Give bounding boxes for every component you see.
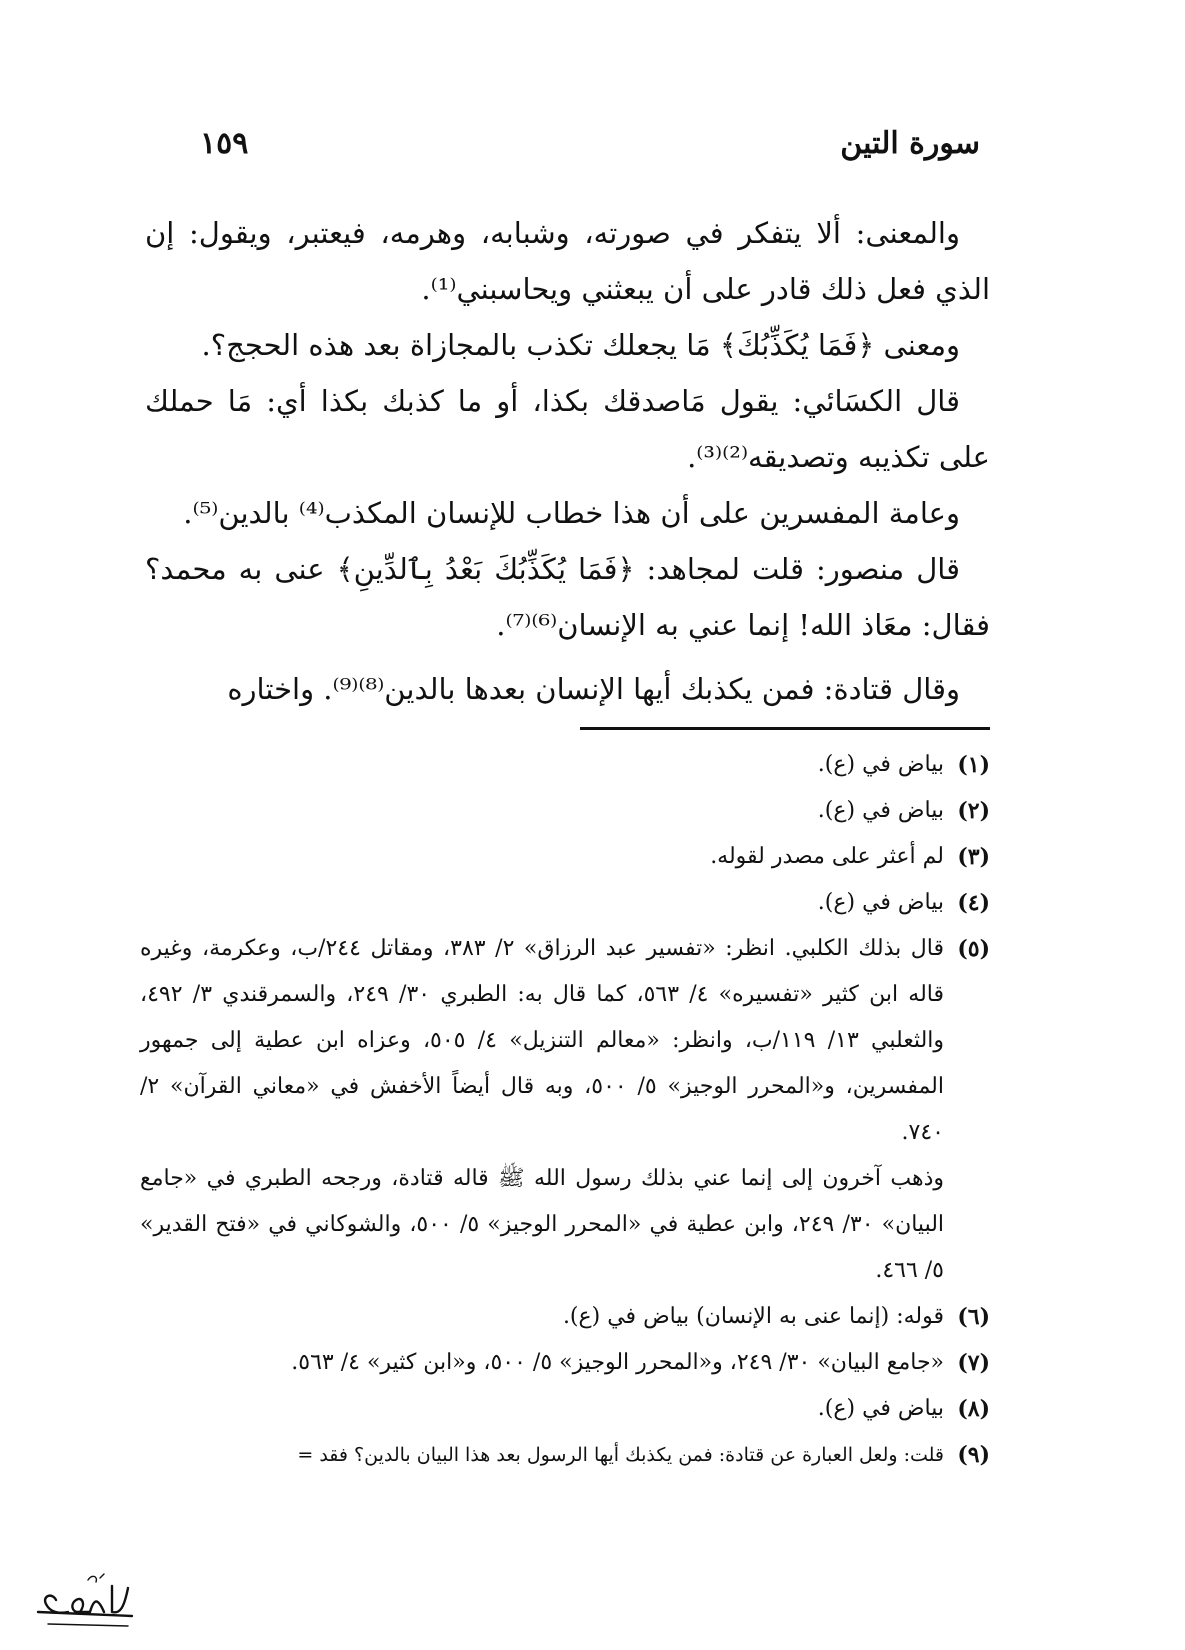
footnote-text: بياض في (ع). [817, 890, 944, 915]
footnote-divider [580, 727, 990, 730]
footnote-number: (٢) [957, 798, 990, 824]
footnote-text: قال بذلك الكلبي. انظر: «تفسير عبد الرزاق» ٢/ ٣٨٣، ومقاتل ٢٤٤/ب، وعكرمة، وغيره قاله ابن كثير «تفسيره» ٤/ ٥٦٣، كما قال به: الطبري ٣٠/ ٢٤٩، والسمرقندي ٣/ ٤٩٢، والثعلبي ١٣/ ١١٩/ب، وانظر: «معالم التنزيل» ٤/ ٥٠٥، وعزاه ابن عطية إلى جمهور المفسرين، و«المحرر الوجيز» ٥/ ٥٠٠، وبه قال أيضاً الأخفش في «معاني القرآن» ٢/ ٧٤٠. [140, 936, 945, 1145]
footnote-number: (١) [957, 752, 990, 778]
page-header [200, 118, 980, 168]
surah-title: سورة التين [840, 125, 980, 161]
footnote-number: (٤) [957, 890, 990, 916]
paragraph: وقال قتادة: فمن يكذبك أيها الإنسان بعدها بالدين⁽⁸⁾⁽⁹⁾. واختاره [227, 672, 960, 706]
footnote-text: «جامع البيان» ٣٠/ ٢٤٩، و«المحرر الوجيز» ٥/ ٥٠٠، و«ابن كثير» ٤/ ٥٦٣. [291, 1350, 944, 1375]
footnote-number: (٣) [957, 844, 990, 870]
footnote [140, 1340, 990, 1386]
footnote-text: قوله: (إنما عنى به الإنسان) بياض في (ع). [562, 1304, 944, 1329]
footnote [140, 926, 990, 1156]
publisher-logo-icon [28, 1568, 138, 1634]
footnote-text: لم أعثر على مصدر لقوله. [710, 844, 944, 869]
footnote [140, 788, 990, 834]
paragraph: قال منصور: قلت لمجاهد: ﴿فَمَا يُكَذِّبُكَ بَعْدُ بِٱلدِّينِ﴾ عنى به محمد؟ فقال: معَاذ الله! إنما عني به الإنسان⁽⁶⁾⁽⁷⁾. [145, 552, 990, 642]
footnote [140, 834, 990, 880]
footnote [140, 742, 990, 788]
footnote-text: بياض في (ع). [817, 752, 944, 777]
footnote [140, 1294, 990, 1340]
paragraph: قال الكسَائي: يقول مَاصدقك بكذا، أو ما كذبك بكذا أي: مَا حملك على تكذيبه وتصديقه⁽²⁾⁽³⁾. [145, 384, 990, 474]
footnote-text: بياض في (ع). [817, 1396, 944, 1421]
main-text [145, 205, 990, 717]
footnote-number: (٦) [957, 1304, 990, 1330]
footnote [140, 880, 990, 926]
footnote-text: بياض في (ع). [817, 798, 944, 823]
footnote-number: (٩) [957, 1442, 990, 1468]
footnote-number: (٨) [957, 1396, 990, 1422]
paragraph: وعامة المفسرين على أن هذا خطاب للإنسان المكذب⁽⁴⁾ بالدين⁽⁵⁾. [183, 496, 960, 530]
paragraph: والمعنى: ألا يتفكر في صورته، وشبابه، وهرمه، فيعتبر، ويقول: إن الذي فعل ذلك قادر على أن يبعثني ويحاسبني⁽¹⁾. [145, 216, 990, 306]
footnote-continuation: وذهب آخرون إلى إنما عني بذلك رسول الله ﷺ قاله قتادة، ورجحه الطبري في «جامع البيان» ٣٠/ ٢٤٩، وابن عطية في «المحرر الوجيز» ٥/ ٥٠٠، والشوكاني في «فتح القدير» ٥/ ٤٦٦. [140, 1166, 945, 1283]
footnote [140, 1386, 990, 1432]
footnote-text: قلت: ولعل العبارة عن قتادة: فمن يكذبك أيها الرسول بعد هذا البيان بالدين؟ فقد = [297, 1444, 944, 1466]
footnote-number: (٥) [957, 936, 990, 962]
page-number: ١٥٩ [200, 125, 249, 161]
footnote [140, 1432, 990, 1478]
paragraph: ومعنى ﴿فَمَا يُكَذِّبُكَ﴾ مَا يجعلك تكذب بالمجازاة بعد هذه الحجج؟. [201, 328, 960, 362]
footnote-number: (٧) [957, 1350, 990, 1376]
footnotes [140, 742, 990, 1478]
